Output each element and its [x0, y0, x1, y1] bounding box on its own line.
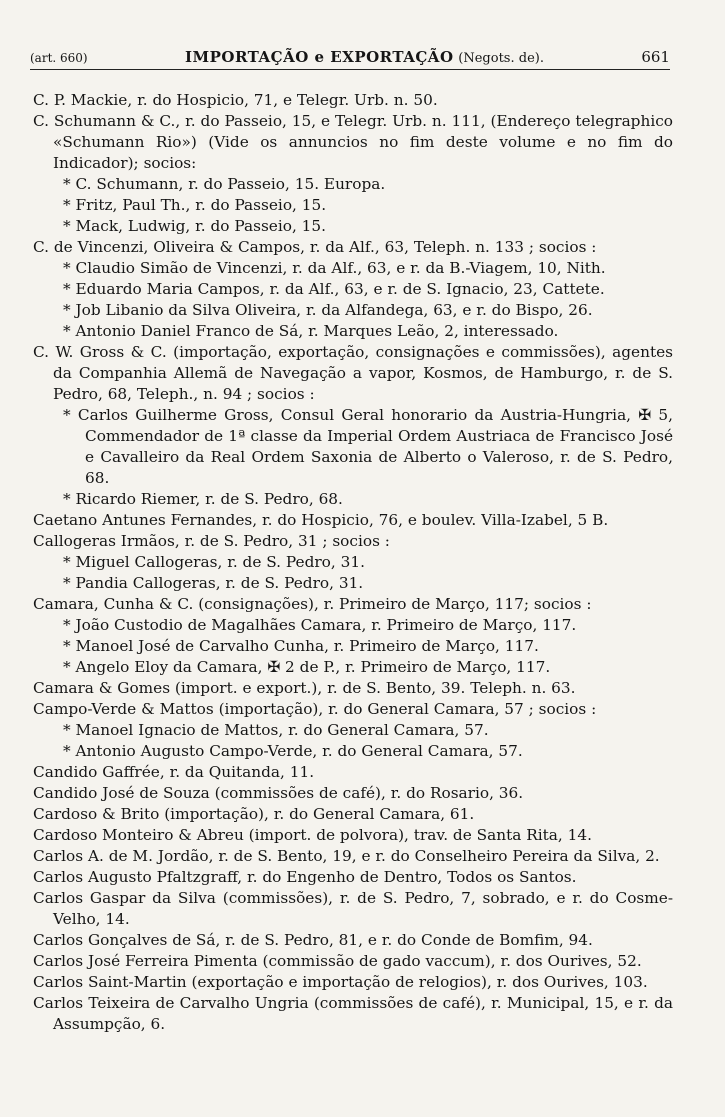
page-number: 661: [641, 48, 670, 66]
partner-entry: * Ricardo Riemer, r. de S. Pedro, 68.: [63, 490, 343, 508]
article-reference: (art. 660): [30, 51, 88, 65]
partner-entry: * Manoel José de Carvalho Cunha, r. Primeiro de Março, 117.: [63, 637, 539, 655]
partner-entry: * Miguel Callogeras, r. de S. Pedro, 31.: [63, 553, 365, 571]
directory-entry: Carlos Teixeira de Carvalho Ungria (commissões de café), r. Municipal, 15, e r. da Assumpção, 6.: [33, 994, 673, 1033]
directory-entry: Carlos Saint-Martin (exportação e importação de relogios), r. dos Ourives, 103.: [33, 973, 648, 991]
page-header: [30, 48, 670, 70]
partner-entry: * C. Schumann, r. do Passeio, 15. Europa.: [63, 175, 386, 193]
directory-entry: C. P. Mackie, r. do Hospicio, 71, e Telegr. Urb. n. 50.: [33, 91, 438, 109]
directory-entry: Carlos Gaspar da Silva (commissões), r. de S. Pedro, 7, sobrado, e r. do Cosme-Velho, 14.: [33, 889, 673, 928]
directory-entry: Carlos Gonçalves de Sá, r. de S. Pedro, 81, e r. do Conde de Bomfim, 94.: [33, 931, 593, 949]
directory-entry: Carlos A. de M. Jordão, r. de S. Bento, 19, e r. do Conselheiro Pereira da Silva, 2.: [33, 847, 660, 865]
directory-entry: Campo-Verde & Mattos (importação), r. do General Camara, 57 ; socios :: [33, 700, 597, 718]
directory-entry: C. de Vincenzi, Oliveira & Campos, r. da Alf., 63, Teleph. n. 133 ; socios :: [33, 238, 597, 256]
directory-entry: Candido José de Souza (commissões de café), r. do Rosario, 36.: [33, 784, 524, 802]
directory-entry: Camara, Cunha & C. (consignações), r. Primeiro de Março, 117; socios :: [33, 595, 592, 613]
partner-entry: * Carlos Guilherme Gross, Consul Geral honorario da Austria-Hungria, ✠ 5, Commendador de 1ª classe da Imperial Ordem Austriaca de Francisco José e Cavalleiro da Real Ordem Saxonia de Alberto o Valeroso, r. de S. Pedro, 68.: [63, 406, 673, 487]
section-title: IMPORTAÇÃO e EXPORTAÇÃO: [184, 48, 454, 66]
partner-entry: * Angelo Eloy da Camara, ✠ 2 de P., r. Primeiro de Março, 117.: [63, 658, 551, 676]
directory-entry: Camara & Gomes (import. e export.), r. de S. Bento, 39. Teleph. n. 63.: [33, 679, 576, 697]
directory-entry: Candido Gaffrée, r. da Quitanda, 11.: [33, 763, 315, 781]
directory-entry: C. Schumann & C., r. do Passeio, 15, e Telegr. Urb. n. 111, (Endereço telegraphico «Schumann Rio») (Vide os annuncios no fim deste volume e no fim do Indicador); socios:: [33, 112, 673, 172]
partner-entry: * Mack, Ludwig, r. do Passeio, 15.: [63, 217, 327, 235]
partner-entry: * Manoel Ignacio de Mattos, r. do General Camara, 57.: [63, 721, 489, 739]
partner-entry: * Fritz, Paul Th., r. do Passeio, 15.: [63, 196, 327, 214]
section-heading: [185, 48, 544, 66]
partner-entry: * Claudio Simão de Vincenzi, r. da Alf., 63, e r. da B.-Viagem, 10, Nith.: [63, 259, 606, 277]
partner-entry: * Job Libanio da Silva Oliveira, r. da Alfandega, 63, e r. do Bispo, 26.: [63, 301, 593, 319]
directory-entry: C. W. Gross & C. (importação, exportação, consignações e commissões), agentes da Companhia Allemã de Navegação a vapor, Kosmos, de Hamburgo, r. de S. Pedro, 68, Teleph., n. 94 ; socios :: [33, 343, 673, 403]
directory-entry: Cardoso & Brito (importação), r. do General Camara, 61.: [33, 805, 475, 823]
directory-listing: [33, 90, 673, 1035]
directory-entry: Cardoso Monteiro & Abreu (import. de polvora), trav. de Santa Rita, 14.: [33, 826, 592, 844]
directory-entry: Callogeras Irmãos, r. de S. Pedro, 31 ; socios :: [33, 532, 390, 550]
partner-entry: * Antonio Daniel Franco de Sá, r. Marques Leão, 2, interessado.: [63, 322, 559, 340]
partner-entry: * Eduardo Maria Campos, r. da Alf., 63, e r. de S. Ignacio, 23, Cattete.: [63, 280, 605, 298]
partner-entry: * Pandia Callogeras, r. de S. Pedro, 31.: [63, 574, 364, 592]
directory-entry: Carlos Augusto Pfaltzgraff, r. do Engenho de Dentro, Todos os Santos.: [33, 868, 577, 886]
partner-entry: * Antonio Augusto Campo-Verde, r. do General Camara, 57.: [63, 742, 523, 760]
partner-entry: * João Custodio de Magalhães Camara, r. Primeiro de Março, 117.: [63, 616, 577, 634]
section-subtitle: (Negots. de).: [458, 51, 544, 66]
directory-entry: Carlos José Ferreira Pimenta (commissão de gado vaccum), r. dos Ourives, 52.: [33, 952, 642, 970]
directory-entry: Caetano Antunes Fernandes, r. do Hospicio, 76, e boulev. Villa-Izabel, 5 B.: [33, 511, 609, 529]
